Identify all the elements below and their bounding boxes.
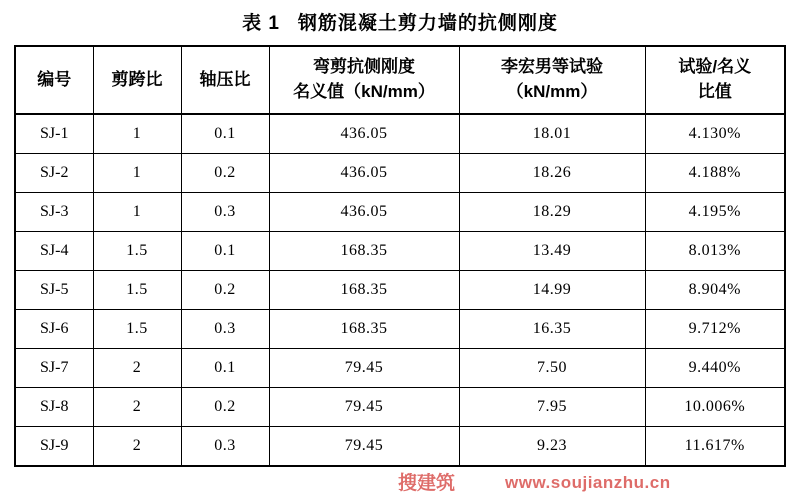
cell-axial-ratio: 0.2 [181, 388, 269, 427]
cell-id: SJ-8 [15, 388, 93, 427]
column-header-id: 编号 [15, 46, 93, 114]
table-row [15, 232, 785, 271]
cell-ratio: 10.006% [645, 388, 785, 427]
cell-axial-ratio: 0.3 [181, 310, 269, 349]
column-header-shear-span-ratio: 剪跨比 [93, 46, 181, 114]
column-header-experiment: 李宏男等试验 （kN/mm） [459, 46, 645, 114]
cell-id: SJ-6 [15, 310, 93, 349]
cell-ratio: 11.617% [645, 427, 785, 467]
cell-ratio: 4.188% [645, 154, 785, 193]
cell-nominal-stiffness: 168.35 [269, 271, 459, 310]
watermark-url-text: www.soujianzhu.cn [505, 473, 671, 492]
cell-ratio: 4.130% [645, 114, 785, 154]
table-row [15, 193, 785, 232]
cell-shear-span-ratio: 1 [93, 114, 181, 154]
table-row [15, 114, 785, 154]
cell-axial-ratio: 0.2 [181, 271, 269, 310]
table-caption-number: 表 1 [242, 13, 280, 34]
cell-id: SJ-4 [15, 232, 93, 271]
table-caption-text: 钢筋混凝土剪力墙的抗侧刚度 [297, 13, 558, 34]
column-header-ratio: 试验/名义 比值 [645, 46, 785, 114]
cell-nominal-stiffness: 168.35 [269, 310, 459, 349]
cell-ratio: 8.013% [645, 232, 785, 271]
table-header-row [15, 46, 785, 114]
cell-nominal-stiffness: 79.45 [269, 427, 459, 467]
cell-shear-span-ratio: 1.5 [93, 271, 181, 310]
cell-axial-ratio: 0.3 [181, 193, 269, 232]
cell-experiment: 18.29 [459, 193, 645, 232]
cell-experiment: 16.35 [459, 310, 645, 349]
cell-id: SJ-1 [15, 114, 93, 154]
table-header [15, 46, 785, 114]
cell-nominal-stiffness: 79.45 [269, 349, 459, 388]
stiffness-table [14, 45, 786, 467]
cell-nominal-stiffness: 79.45 [269, 388, 459, 427]
cell-experiment: 9.23 [459, 427, 645, 467]
table-row [15, 271, 785, 310]
cell-experiment: 13.49 [459, 232, 645, 271]
cell-ratio: 8.904% [645, 271, 785, 310]
cell-id: SJ-7 [15, 349, 93, 388]
watermark-chinese-text: 搜建筑 [398, 473, 456, 494]
cell-nominal-stiffness: 168.35 [269, 232, 459, 271]
table-row [15, 310, 785, 349]
cell-id: SJ-9 [15, 427, 93, 467]
cell-shear-span-ratio: 1 [93, 154, 181, 193]
cell-nominal-stiffness: 436.05 [269, 193, 459, 232]
cell-experiment: 18.01 [459, 114, 645, 154]
table-row [15, 154, 785, 193]
cell-axial-ratio: 0.1 [181, 114, 269, 154]
cell-shear-span-ratio: 2 [93, 349, 181, 388]
watermark [0, 471, 800, 501]
cell-id: SJ-3 [15, 193, 93, 232]
table-caption [0, 0, 800, 45]
table-body [15, 114, 785, 466]
cell-shear-span-ratio: 1.5 [93, 310, 181, 349]
table-row [15, 388, 785, 427]
cell-ratio: 9.712% [645, 310, 785, 349]
cell-ratio: 9.440% [645, 349, 785, 388]
cell-axial-ratio: 0.1 [181, 349, 269, 388]
cell-shear-span-ratio: 1.5 [93, 232, 181, 271]
cell-axial-ratio: 0.1 [181, 232, 269, 271]
cell-axial-ratio: 0.2 [181, 154, 269, 193]
cell-shear-span-ratio: 2 [93, 388, 181, 427]
cell-experiment: 7.50 [459, 349, 645, 388]
cell-experiment: 14.99 [459, 271, 645, 310]
cell-shear-span-ratio: 1 [93, 193, 181, 232]
cell-id: SJ-5 [15, 271, 93, 310]
cell-ratio: 4.195% [645, 193, 785, 232]
table-row [15, 427, 785, 467]
cell-nominal-stiffness: 436.05 [269, 154, 459, 193]
cell-axial-ratio: 0.3 [181, 427, 269, 467]
cell-nominal-stiffness: 436.05 [269, 114, 459, 154]
table-row [15, 349, 785, 388]
column-header-nominal-stiffness: 弯剪抗侧刚度 名义值（kN/mm） [269, 46, 459, 114]
cell-id: SJ-2 [15, 154, 93, 193]
column-header-axial-compression-ratio: 轴压比 [181, 46, 269, 114]
cell-shear-span-ratio: 2 [93, 427, 181, 467]
cell-experiment: 7.95 [459, 388, 645, 427]
cell-experiment: 18.26 [459, 154, 645, 193]
